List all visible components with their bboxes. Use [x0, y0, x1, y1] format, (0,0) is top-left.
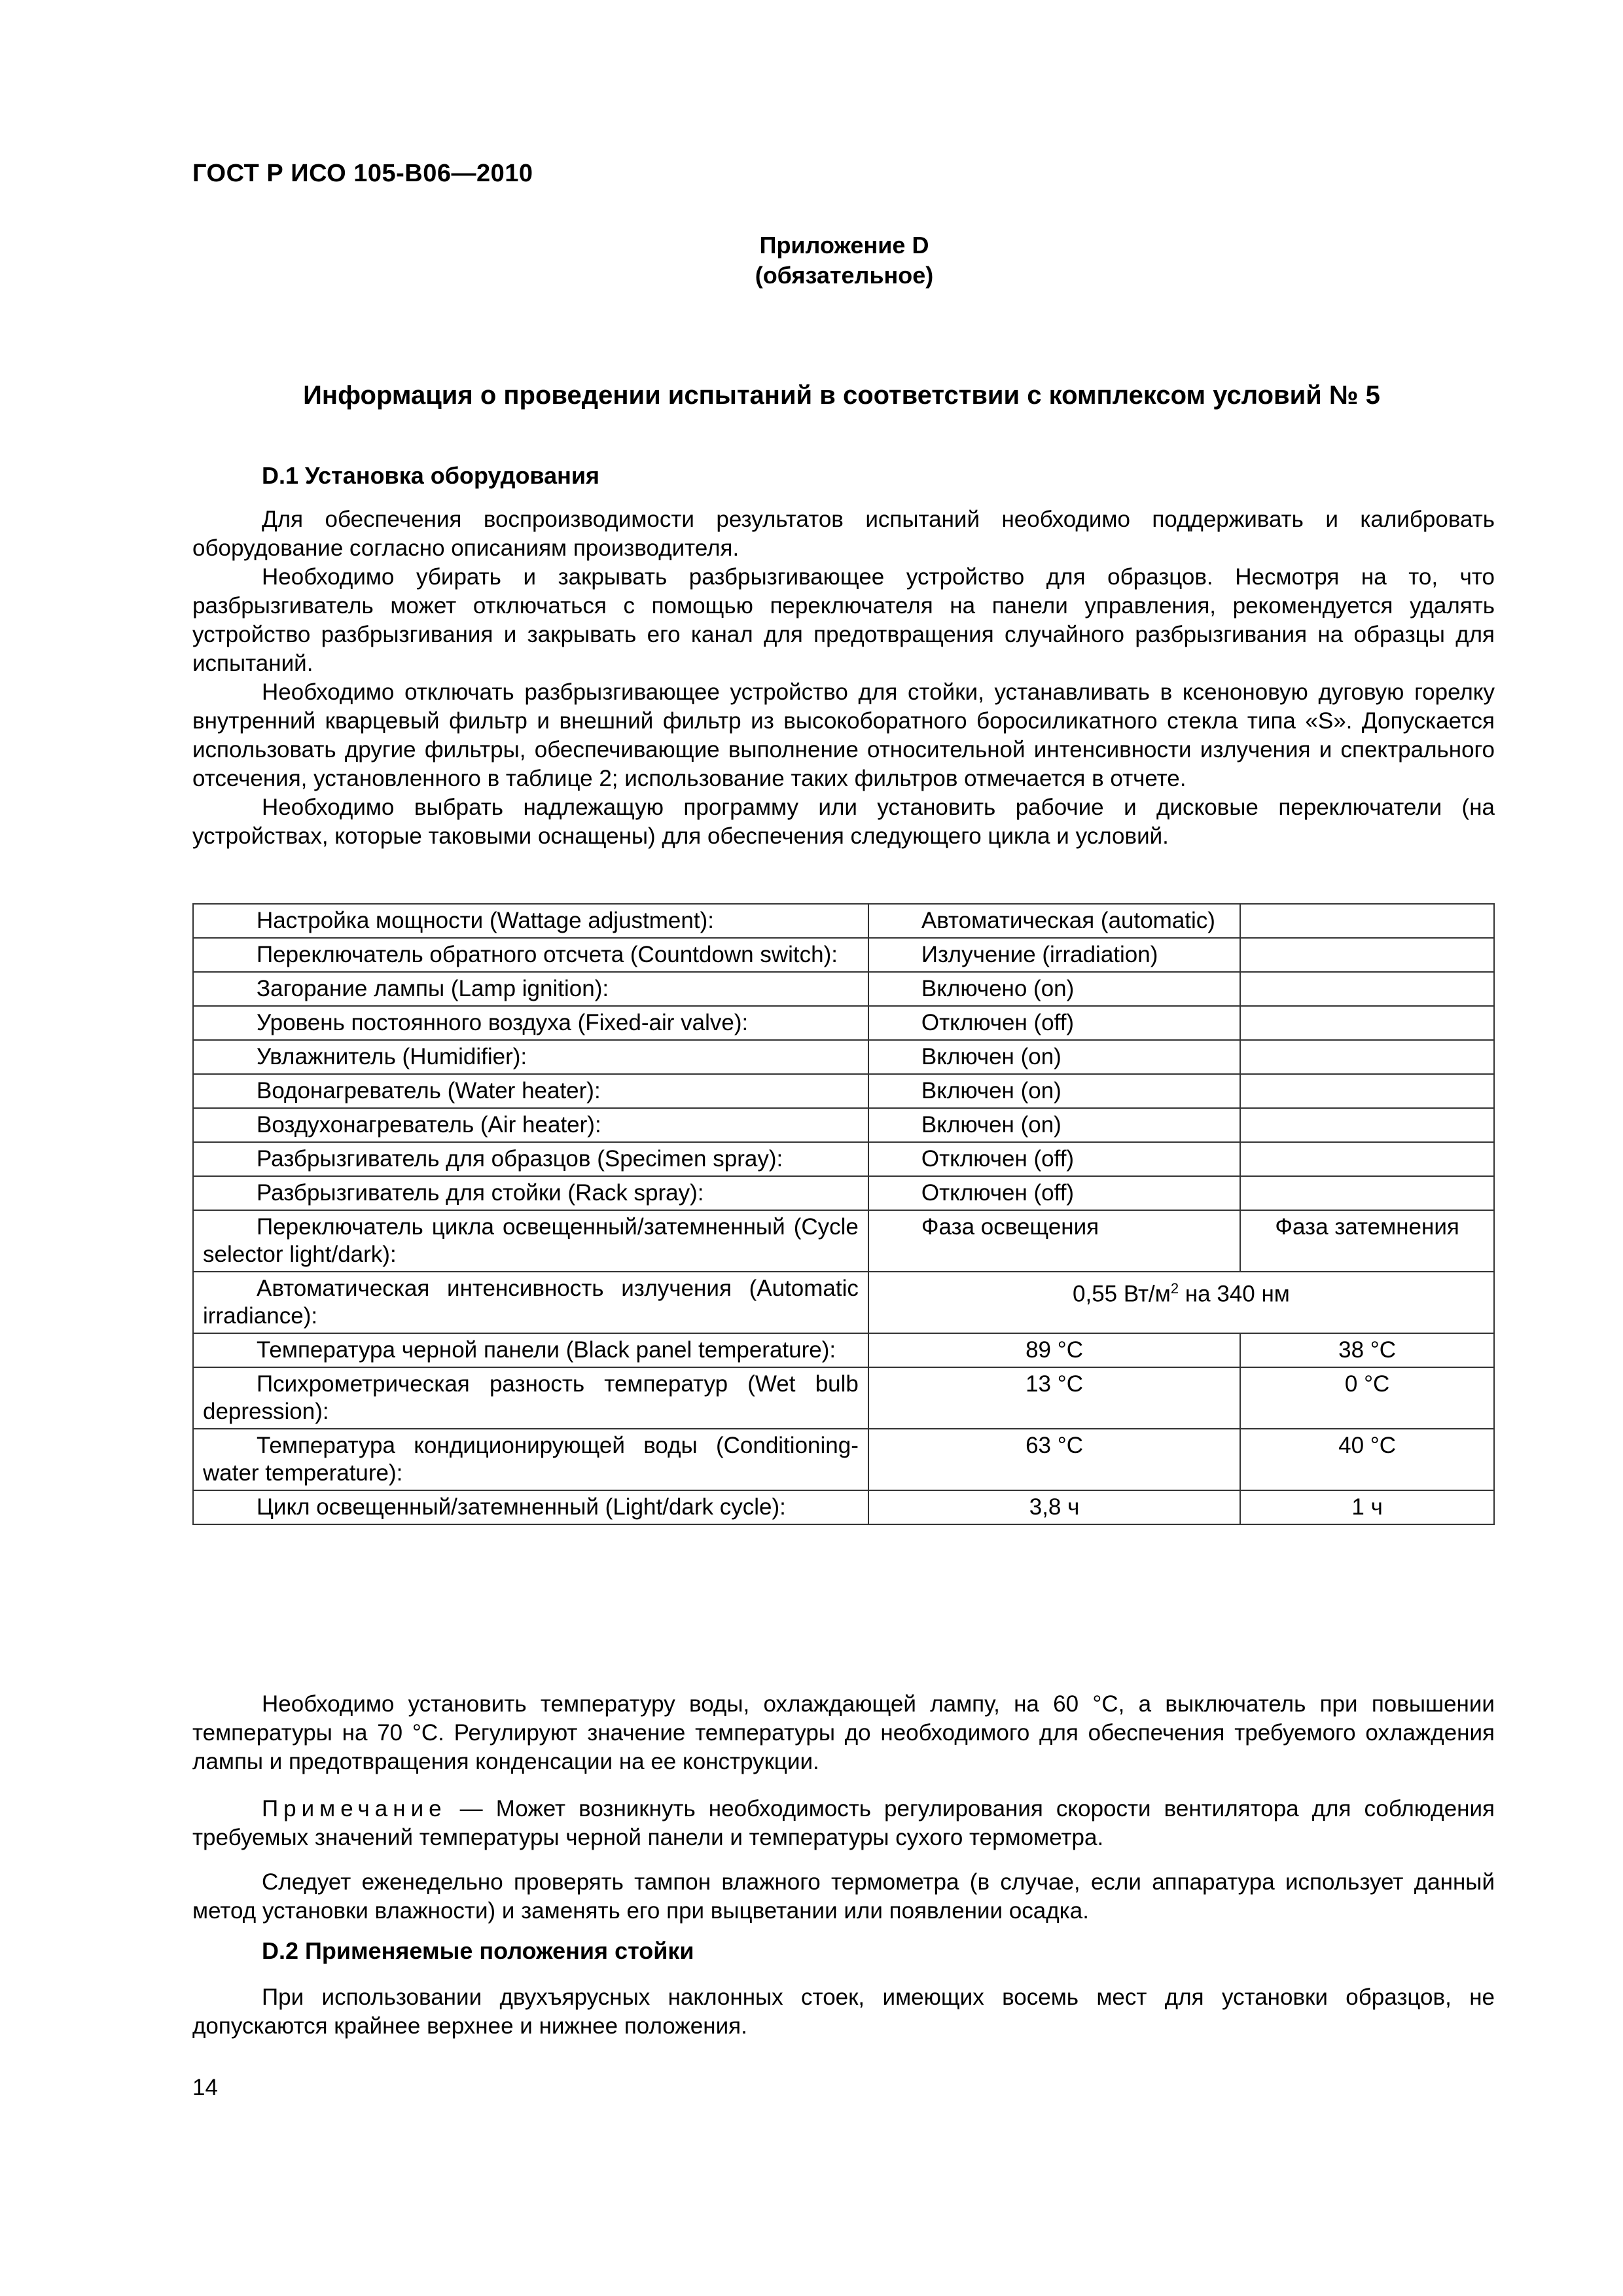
- parameter-value-light: Автоматическая (automatic): [868, 904, 1240, 938]
- parameter-value-dark: [1240, 1006, 1494, 1040]
- parameter-label: Уровень постоянного воздуха (Fixed-air valve):: [193, 1006, 868, 1040]
- section-d2-heading: D.2 Применяемые положения стойки: [262, 1937, 694, 1964]
- table-row: [193, 1429, 1494, 1490]
- parameter-value-dark: Фаза затемнения: [1240, 1210, 1494, 1272]
- section-d1-heading: D.1 Установка оборудования: [262, 462, 599, 489]
- annex-status: (обязательное): [755, 262, 934, 289]
- paragraph: Необходимо отключать разбрызгивающее устройство для стойки, устанавливать в ксеноновую дуговую горелку внутренний кварцевый фильтр и внешний фильтр из высокоборатного боросиликатного стекла типа «S». Допускается использовать другие фильтры, обеспечивающие выполнение относительной интенсивности излучения и спектрального отсечения, установленного в таблице 2; использование таких фильтров отмечается в отчете.: [192, 679, 1495, 791]
- parameter-label: Разбрызгиватель для стойки (Rack spray):: [193, 1176, 868, 1210]
- table-row: [193, 972, 1494, 1006]
- table-row: [193, 1074, 1494, 1108]
- parameter-value-light: Включено (on): [868, 972, 1240, 1006]
- parameter-value-dark: 1 ч: [1240, 1490, 1494, 1524]
- parameter-value-dark: [1240, 972, 1494, 1006]
- parameter-value-light: Включен (on): [868, 1108, 1240, 1142]
- paragraph: Необходимо убирать и закрывать разбрызгивающее устройство для образцов. Несмотря на то, что разбрызгиватель может отключаться с помощью переключателя на панели управления, рекомендуется удалять устройство разбрызгивания и закрывать его канал для предотвращения случайного разбрызгивания на образцы для испытаний.: [192, 564, 1495, 676]
- parameter-value-dark: 40 °С: [1240, 1429, 1494, 1490]
- parameter-label: Водонагреватель (Water heater):: [193, 1074, 868, 1108]
- parameter-label: Настройка мощности (Wattage adjustment):: [193, 904, 868, 938]
- table-row: [193, 1176, 1494, 1210]
- parameter-label: Психрометрическая разность температур (Wet bulb depression):: [193, 1367, 868, 1429]
- document-code: ГОСТ Р ИСО 105-B06—2010: [192, 160, 533, 187]
- parameter-label: Автоматическая интенсивность излучения (Automatic irradiance):: [193, 1272, 868, 1333]
- table-row: [193, 1367, 1494, 1429]
- note-text: — Может возникнуть необходимость регулирования скорости вентилятора для соблюдения требуемых значений температуры черной панели и температуры сухого термометра.: [192, 1796, 1495, 1850]
- table-row: [193, 1490, 1494, 1524]
- parameter-label: Температура черной панели (Black panel temperature):: [193, 1333, 868, 1367]
- parameter-value-dark: 0 °С: [1240, 1367, 1494, 1429]
- parameter-value-light: Отключен (off): [868, 1142, 1240, 1176]
- parameter-value-dark: [1240, 1176, 1494, 1210]
- annex-title: Информация о проведении испытаний в соответствии с комплексом условий № 5: [303, 381, 1380, 410]
- table-row: [193, 1040, 1494, 1074]
- parameter-label: Воздухонагреватель (Air heater):: [193, 1108, 868, 1142]
- annex-name: Приложение D: [759, 232, 929, 259]
- annex-heading: [654, 230, 1034, 291]
- parameter-label: Цикл освещенный/затемненный (Light/dark cycle):: [193, 1490, 868, 1524]
- parameter-value-dark: [1240, 1074, 1494, 1108]
- parameter-label: Переключатель цикла освещенный/затемненный (Cycle selector light/dark):: [193, 1210, 868, 1272]
- parameter-label: Увлажнитель (Humidifier):: [193, 1040, 868, 1074]
- paragraph: Для обеспечения воспроизводимости результатов испытаний необходимо поддерживать и калибровать оборудование согласно описаниям производителя.: [192, 507, 1495, 561]
- table-row: [193, 1210, 1494, 1272]
- parameter-value-dark: [1240, 904, 1494, 938]
- note: [192, 1795, 1495, 1852]
- parameter-value-light: Включен (on): [868, 1074, 1240, 1108]
- table-row: [193, 1142, 1494, 1176]
- parameter-value-dark: [1240, 1040, 1494, 1074]
- parameter-label: Разбрызгиватель для образцов (Specimen spray):: [193, 1142, 868, 1176]
- parameter-label: Температура кондиционирующей воды (Conditioning-water temperature):: [193, 1429, 868, 1490]
- table-row: [193, 904, 1494, 938]
- parameter-value-light: 13 °С: [868, 1367, 1240, 1429]
- parameter-value-light: Включен (on): [868, 1040, 1240, 1074]
- table-row: [193, 1108, 1494, 1142]
- parameter-value-light: 3,8 ч: [868, 1490, 1240, 1524]
- page-number: 14: [192, 2075, 218, 2100]
- paragraph: Необходимо выбрать надлежащую программу или установить рабочие и дисковые переключатели (на устройствах, которые таковыми оснащены) для обеспечения следующего цикла и условий.: [192, 795, 1495, 849]
- paragraph: Следует еженедельно проверять тампон влажного термометра (в случае, если аппаратура использует данный метод установки влажности) и заменять его при выцветании или появлении осадка.: [192, 1869, 1495, 1924]
- parameter-value-light: 89 °С: [868, 1333, 1240, 1367]
- parameter-value-dark: 38 °С: [1240, 1333, 1494, 1367]
- parameter-value-light: Излучение (irradiation): [868, 938, 1240, 972]
- table-row: [193, 1333, 1494, 1367]
- parameter-value-light: Отключен (off): [868, 1176, 1240, 1210]
- table-row: [193, 1006, 1494, 1040]
- parameter-value-light: Отключен (off): [868, 1006, 1240, 1040]
- irradiance-value: 0,55 $Вт/м^2$ на 340 нм: [868, 1272, 1494, 1333]
- parameter-value-light: Фаза освещения: [868, 1210, 1240, 1272]
- test-conditions-table: [192, 903, 1495, 1525]
- parameter-label: Переключатель обратного отсчета (Countdown switch):: [193, 938, 868, 972]
- parameter-value-light: 63 °С: [868, 1429, 1240, 1490]
- paragraph: При использовании двухъярусных наклонных стоек, имеющих восемь мест для установки образцов, не допускаются крайнее верхнее и нижнее положения.: [192, 1984, 1495, 2039]
- paragraph: Необходимо установить температуру воды, охлаждающей лампу, на 60 °С, а выключатель при повышении температуры на 70 °С. Регулируют значение температуры до необходимого для обеспечения требуемого охлаждения лампы и предотвращения конденсации на ее конструкции.: [192, 1691, 1495, 1774]
- parameter-label: Загорание лампы (Lamp ignition):: [193, 972, 868, 1006]
- table-row: [193, 938, 1494, 972]
- note-label: Примечание: [262, 1796, 447, 1821]
- parameter-value-dark: [1240, 938, 1494, 972]
- parameter-value-dark: [1240, 1108, 1494, 1142]
- table-row: [193, 1272, 1494, 1333]
- parameter-value-dark: [1240, 1142, 1494, 1176]
